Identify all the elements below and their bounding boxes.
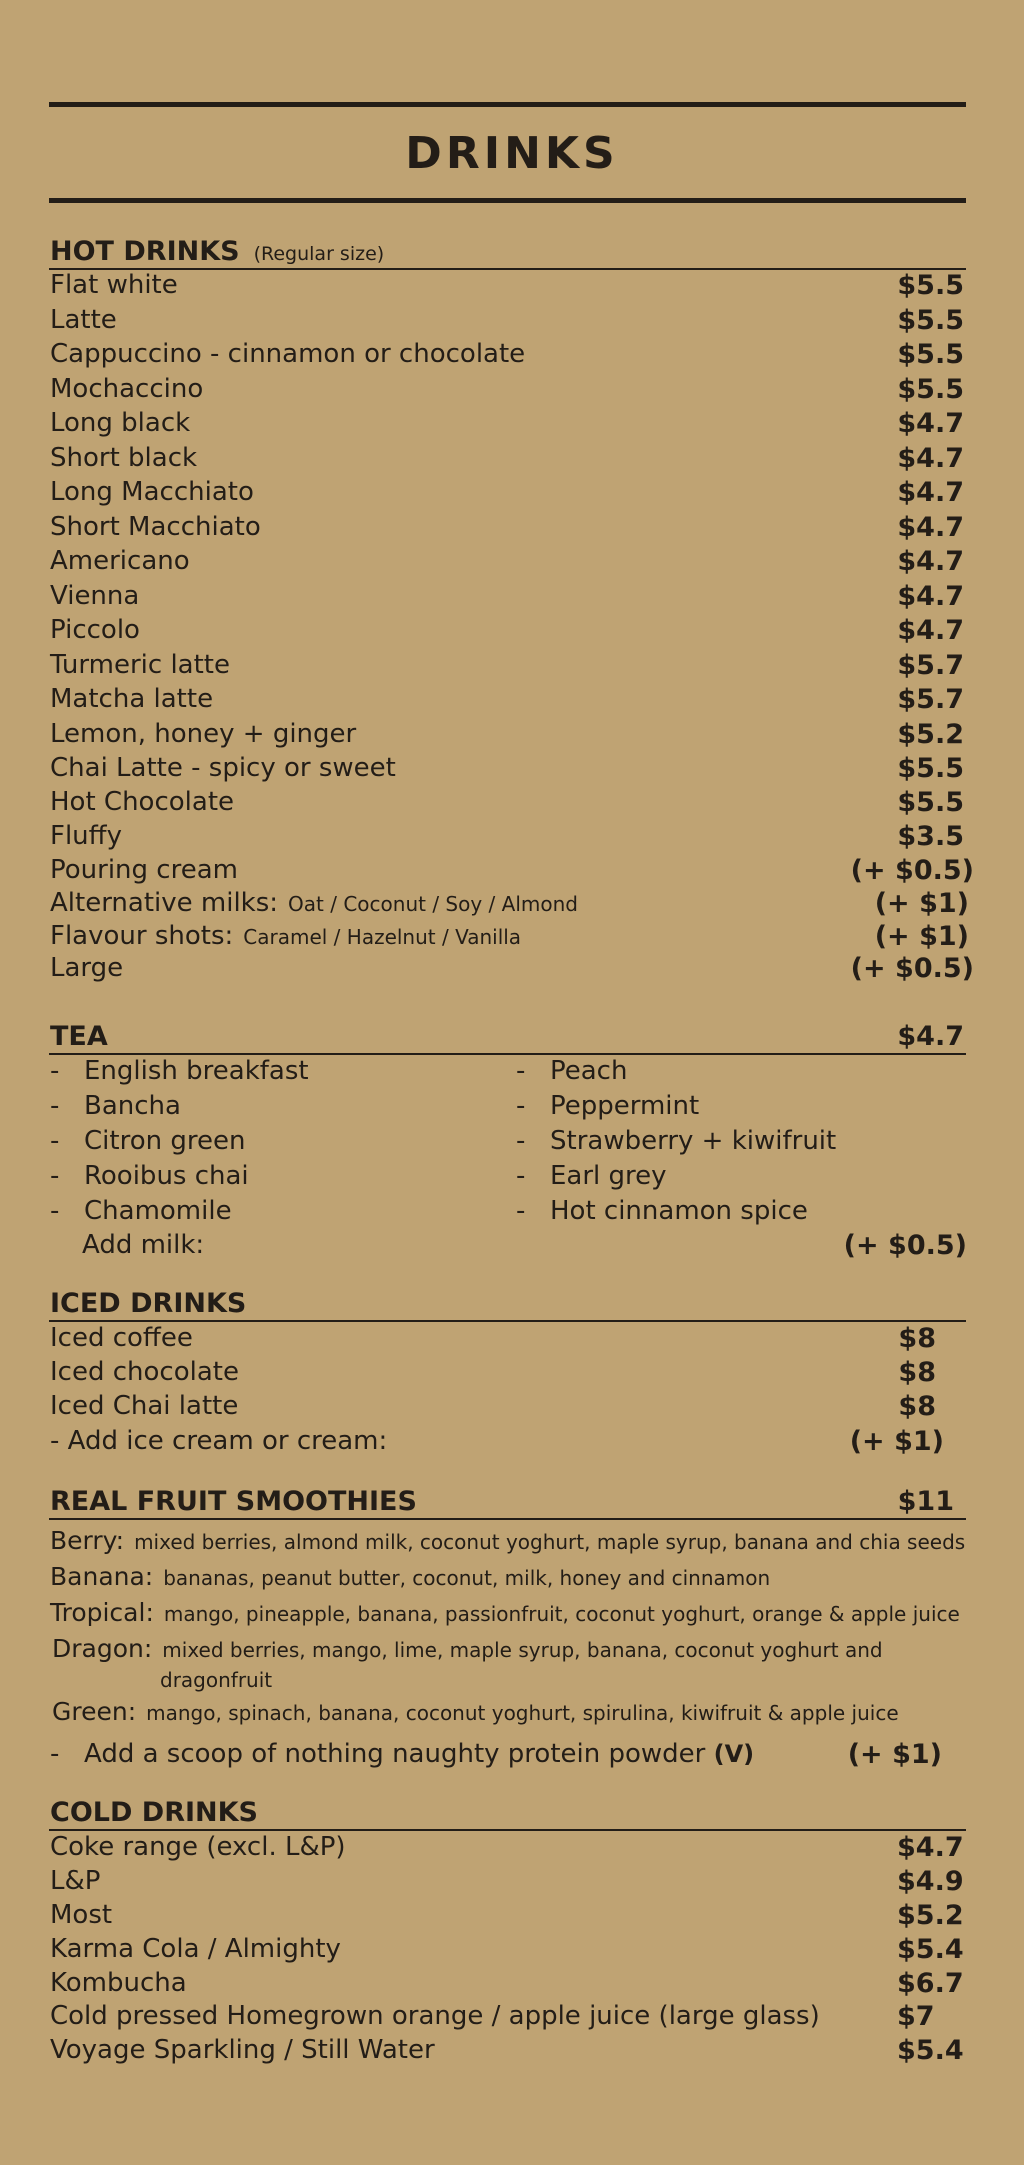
smoothie-label: Banana:	[50, 1562, 154, 1591]
title-rule-bottom	[49, 198, 966, 203]
hot-extra-name: Pouring cream	[50, 855, 238, 885]
cold-item-price: $5.4	[897, 1934, 964, 1965]
hot-extra-price: (+ $0.5)	[850, 855, 974, 886]
iced-drinks-rule	[49, 1320, 966, 1322]
hot-item-name: Vienna	[50, 581, 140, 611]
smoothie-desc: mixed berries, mango, lime, maple syrup, banana, coconut yoghurt and	[162, 1638, 883, 1662]
hot-item-name: Matcha latte	[50, 684, 214, 714]
cold-item-price: $6.7	[897, 1968, 964, 1999]
hot-item-price: $3.5	[897, 821, 964, 852]
smoothie-label: Green:	[52, 1697, 137, 1726]
hot-item-name: Flat white	[50, 270, 178, 300]
smoothie-label: Berry:	[50, 1526, 125, 1555]
tea-add-milk-price: (+ $0.5)	[843, 1230, 967, 1261]
hot-item-name: Piccolo	[50, 615, 140, 645]
iced-item-name: Iced Chai latte	[50, 1391, 239, 1421]
hot-extra-name: Alternative milks:	[50, 888, 279, 918]
tea-bullet: -	[516, 1196, 526, 1226]
cold-item-name: L&P	[50, 1866, 101, 1896]
hot-item-price: $5.5	[897, 753, 964, 784]
smoothie-desc: mango, spinach, banana, coconut yoghurt, spirulina, kiwifruit & apple juice	[146, 1701, 899, 1725]
tea-item: Earl grey	[550, 1161, 667, 1191]
page-title: DRINKS	[405, 128, 619, 179]
tea-item: Hot cinnamon spice	[550, 1196, 808, 1226]
hot-item-name: Fluffy	[50, 821, 122, 851]
smoothies-rule	[49, 1518, 966, 1520]
smoothie-label: Tropical:	[50, 1598, 154, 1627]
hot-item-price: $4.7	[897, 615, 964, 646]
hot-extra-price: (+ $0.5)	[850, 953, 974, 984]
hot-item-price: $4.7	[897, 408, 964, 439]
cold-item-name: Cold pressed Homegrown orange / apple juice (large glass)	[50, 2001, 820, 2031]
tea-bullet: -	[50, 1091, 60, 1121]
tea-item: Rooibus chai	[84, 1161, 249, 1191]
smoothie-extra	[84, 1739, 754, 1769]
hot-item-price: $5.5	[897, 339, 964, 370]
smoothie-label: Dragon:	[52, 1634, 153, 1663]
iced-drinks-heading: ICED DRINKS	[50, 1288, 247, 1319]
hot-extra-options: Caramel / Hazelnut / Vanilla	[243, 925, 522, 949]
iced-item-price: $8	[898, 1323, 936, 1354]
hot-extra-options: Oat / Coconut / Soy / Almond	[288, 892, 578, 916]
hot-drinks-rule	[49, 268, 966, 270]
tea-bullet: -	[50, 1126, 60, 1156]
hot-drinks-note: (Regular size)	[253, 243, 385, 265]
smoothie-desc: mixed berries, almond milk, coconut yoghurt, maple syrup, banana and chia seeds	[134, 1530, 966, 1554]
hot-item-name: Hot Chocolate	[50, 787, 235, 817]
hot-item-name: Short Macchiato	[50, 512, 261, 542]
cold-item-name: Karma Cola / Almighty	[50, 1934, 341, 1964]
hot-item-name: Latte	[50, 305, 117, 335]
hot-extra-row	[50, 921, 521, 951]
smoothie-extra-dash: -	[50, 1739, 60, 1769]
hot-extra-row	[50, 888, 578, 918]
hot-item-price: $5.5	[897, 270, 964, 301]
iced-extra-name: - Add ice cream or cream:	[50, 1426, 388, 1456]
hot-item-price: $5.2	[897, 719, 964, 750]
tea-item: Peppermint	[550, 1091, 700, 1121]
hot-item-price: $5.5	[897, 305, 964, 336]
tea-item: Bancha	[84, 1091, 181, 1121]
hot-extra-price: (+ $1)	[874, 921, 969, 952]
tea-heading: TEA	[50, 1021, 108, 1052]
hot-item-name: Chai Latte - spicy or sweet	[50, 753, 396, 783]
hot-item-name: Lemon, honey + ginger	[50, 719, 357, 749]
tea-item: English breakfast	[84, 1056, 309, 1086]
cold-drinks-rule	[49, 1829, 966, 1831]
hot-item-name: Cappuccino - cinnamon or chocolate	[50, 339, 526, 369]
hot-item-price: $5.5	[897, 374, 964, 405]
tea-price: $4.7	[897, 1021, 964, 1052]
tea-item: Chamomile	[84, 1196, 232, 1226]
smoothie-desc: bananas, peanut butter, coconut, milk, honey and cinnamon	[163, 1566, 771, 1590]
hot-extra-name: Flavour shots:	[50, 921, 234, 951]
hot-item-name: Long Macchiato	[50, 477, 254, 507]
title-rule-top	[49, 102, 966, 107]
tea-item: Peach	[550, 1056, 628, 1086]
tea-bullet: -	[516, 1091, 526, 1121]
hot-item-name: Mochaccino	[50, 374, 204, 404]
smoothie-item	[50, 1598, 960, 1627]
hot-item-price: $4.7	[897, 581, 964, 612]
hot-item-name: Long black	[50, 408, 191, 438]
hot-item-price: $5.5	[897, 787, 964, 818]
tea-bullet: -	[50, 1161, 60, 1191]
cold-item-price: $5.2	[897, 1900, 964, 1931]
vegan-tag: (V)	[713, 1740, 755, 1768]
hot-item-name: Americano	[50, 546, 190, 576]
hot-extra-name: Large	[50, 953, 124, 983]
hot-item-price: $4.7	[897, 546, 964, 577]
cold-item-price: $5.4	[897, 2035, 964, 2066]
hot-extra-price: (+ $1)	[874, 888, 969, 919]
hot-item-price: $5.7	[897, 684, 964, 715]
iced-item-price: $8	[898, 1391, 936, 1422]
tea-add-milk: Add milk:	[82, 1230, 205, 1260]
hot-drinks-heading	[50, 236, 384, 267]
iced-extra-price: (+ $1)	[849, 1426, 944, 1457]
smoothie-item	[52, 1697, 899, 1726]
cold-item-name: Most	[50, 1900, 113, 1930]
iced-item-name: Iced coffee	[50, 1323, 193, 1353]
smoothie-desc: mango, pineapple, banana, passionfruit, coconut yoghurt, orange & apple juice	[163, 1602, 960, 1626]
tea-bullet: -	[516, 1161, 526, 1191]
hot-item-price: $4.7	[897, 443, 964, 474]
smoothie-extra-name: Add a scoop of nothing naughty protein powder	[84, 1739, 706, 1769]
cold-item-price: $4.7	[897, 1832, 964, 1863]
smoothie-desc-continued: dragonfruit	[160, 1668, 273, 1692]
tea-bullet: -	[516, 1056, 526, 1086]
cold-item-price: $7	[897, 2001, 935, 2032]
tea-item: Strawberry + kiwifruit	[550, 1126, 837, 1156]
smoothie-item	[52, 1634, 883, 1663]
smoothies-price: $11	[897, 1486, 954, 1517]
tea-rule	[49, 1053, 966, 1055]
tea-bullet: -	[50, 1196, 60, 1226]
cold-item-name: Voyage Sparkling / Still Water	[50, 2035, 435, 2065]
hot-item-name: Short black	[50, 443, 198, 473]
hot-item-price: $5.7	[897, 650, 964, 681]
hot-item-price: $4.7	[897, 512, 964, 543]
cold-item-name: Coke range (excl. L&P)	[50, 1832, 346, 1862]
smoothie-item	[50, 1526, 965, 1555]
hot-drinks-heading-text: HOT DRINKS	[50, 236, 240, 267]
smoothie-extra-price: (+ $1)	[847, 1739, 942, 1770]
smoothie-item	[50, 1562, 770, 1591]
cold-drinks-heading: COLD DRINKS	[50, 1797, 258, 1828]
cold-item-name: Kombucha	[50, 1968, 187, 1998]
iced-item-price: $8	[898, 1357, 936, 1388]
tea-bullet: -	[50, 1056, 60, 1086]
cold-item-price: $4.9	[897, 1866, 964, 1897]
hot-item-price: $4.7	[897, 477, 964, 508]
iced-item-name: Iced chocolate	[50, 1357, 239, 1387]
hot-item-name: Turmeric latte	[50, 650, 230, 680]
smoothies-heading: REAL FRUIT SMOOTHIES	[50, 1486, 417, 1517]
tea-item: Citron green	[84, 1126, 246, 1156]
tea-bullet: -	[516, 1126, 526, 1156]
